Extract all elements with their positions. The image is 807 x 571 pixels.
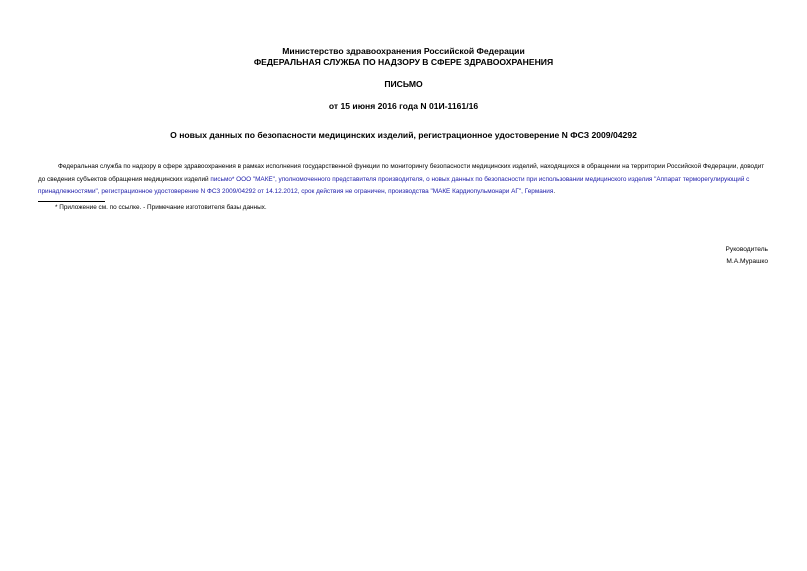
service-name: ФЕДЕРАЛЬНАЯ СЛУЖБА ПО НАДЗОРУ В СФЕРЕ ЗДРАВООХРАНЕНИЯ — [253, 57, 554, 67]
signature-title: Руководитель — [725, 246, 768, 253]
document-type: ПИСЬМО — [384, 79, 423, 89]
body-text-end: . — [553, 188, 556, 196]
footnote-divider — [38, 201, 105, 202]
document-date-number: от 15 июня 2016 года N 01И-1161/16 — [328, 101, 479, 111]
signature-block — [726, 244, 768, 268]
letter-link[interactable]: письмо* ООО "МАКЕ", уполномоченного представителя производителя, о новых данных по безопасности при использовании медицинского изделия "Аппарат терморегулирующий с принадлежностями", регистрационное удостоверение N ФСЗ 2009/04292 от 14.12.2012, срок действия не ограничен, производства "МАКЕ Кардиопульмонари АГ", Германия — [38, 175, 750, 196]
footnote-text: * Приложение см. по ссылке. - Примечание изготовителя базы данных. — [55, 204, 267, 211]
body-text-intro: Федеральная служба по надзору в сфере здравоохранения в рамках исполнения государственной функции по мониторингу безопасности медицинских изделий, находящихся в обращении на территории Российской Федерации, доводит до сведения субъектов обращения медицинских изделий — [38, 163, 765, 183]
ministry-name: Министерство здравоохранения Российской Федерации — [282, 46, 525, 56]
body-paragraph — [38, 161, 772, 199]
signature-name: М.А.Мурашко — [726, 258, 768, 265]
document-subject: О новых данных по безопасности медицинских изделий, регистрационное удостоверение N ФСЗ 2009/04292 — [170, 130, 637, 140]
